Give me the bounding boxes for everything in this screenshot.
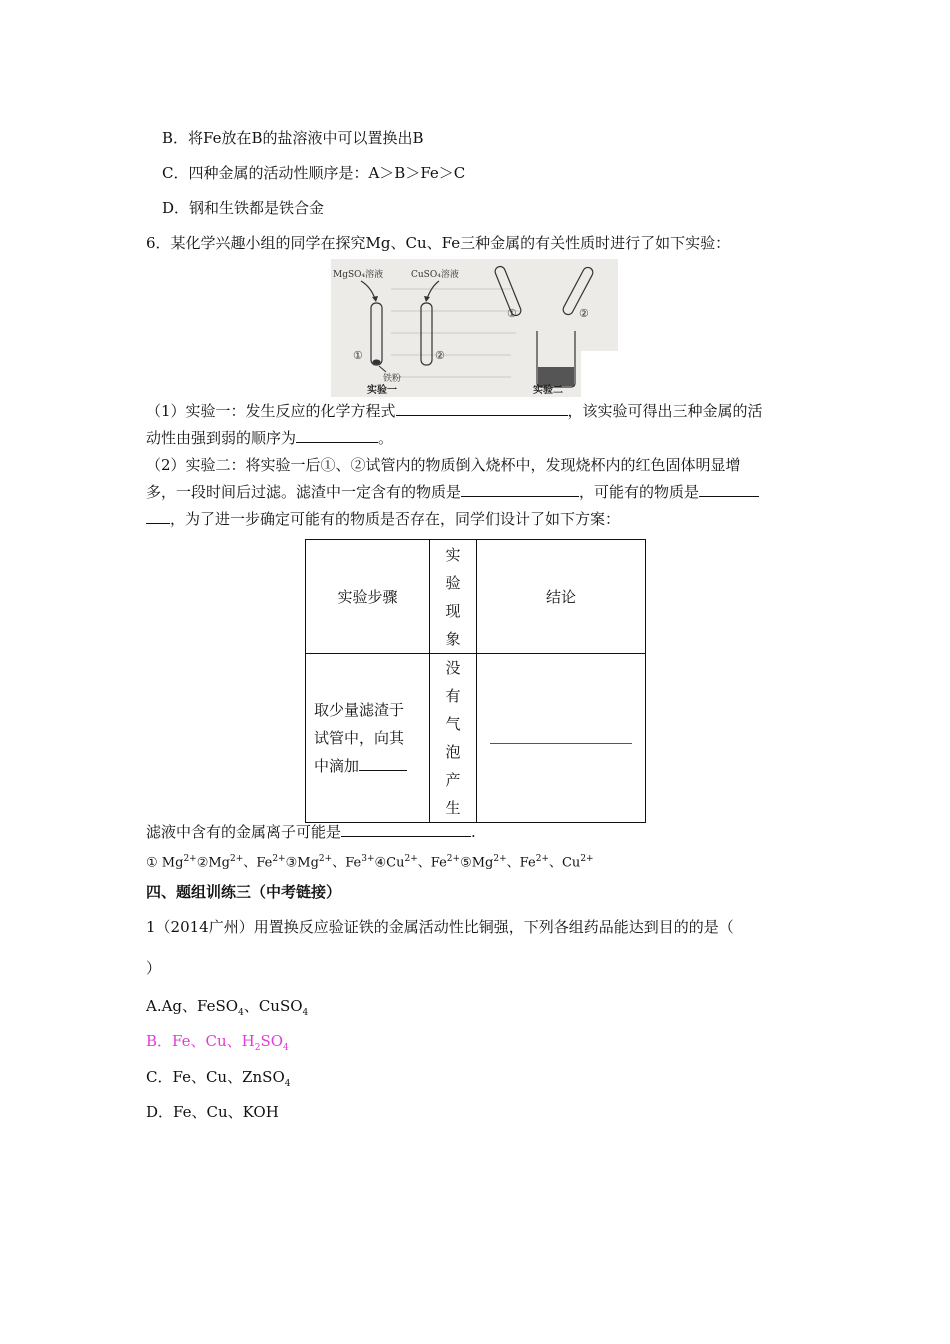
phenomenon-char: 产 [445, 771, 461, 789]
part2-text-c: ，可能有的物质是 [579, 483, 700, 501]
ion-symbol: Mg [297, 855, 319, 871]
part1-text-b: ，该实验可得出三种金属的活 [567, 402, 763, 420]
part2-line1: （2）实验二：将实验一后①、②试管内的物质倒入烧杯中，发现烧杯内的红色固体明显增 [146, 456, 741, 474]
ion-symbol: Cu [561, 855, 581, 871]
phenomenon-cell [430, 654, 477, 823]
header-phenomenon-char: 验 [445, 573, 461, 592]
step-line-1: 取少量滤渣于 [314, 701, 405, 719]
conclusion-cell [477, 654, 646, 823]
ion-charge: 2+ [493, 854, 507, 864]
experiment-2-label: 实验二 [533, 385, 563, 396]
ion-symbol: Fe [256, 855, 273, 871]
subscript: 4 [238, 1008, 244, 1018]
subscript: 2 [254, 1043, 261, 1053]
circle-1-exp2: ① [507, 307, 517, 320]
ion-choices [146, 849, 594, 873]
option-a-text-2: 、CuSO [243, 997, 303, 1015]
option-b-text: B．Fe、Cu、H [146, 1032, 255, 1050]
header-step: 实验步骤 [306, 540, 430, 654]
q1-paren-close: ） [146, 959, 162, 977]
step-line-3 [314, 752, 429, 780]
separator: 、 [243, 855, 257, 871]
ion-charge: 2+ [404, 854, 418, 864]
subscript: 4 [283, 1043, 289, 1053]
filtrate-period: . [471, 823, 476, 841]
iron-powder-label: 铁粉 [383, 374, 402, 384]
ion-symbol: Mg [208, 855, 231, 871]
ion-charge: 2+ [183, 854, 197, 864]
ion-charge: 2+ [318, 854, 333, 864]
experiment-figure [331, 259, 618, 397]
cuso4-label: CuSO₄溶液 [411, 270, 459, 280]
separator: 、 [417, 855, 431, 871]
conclusion-blank[interactable] [490, 729, 632, 744]
part1-line1 [146, 401, 763, 421]
section-title: 四、题组训练三（中考链接） [146, 883, 342, 901]
ion-symbol: Mg [161, 855, 184, 871]
separator: 、 [548, 855, 562, 871]
choice-3-marker: ③ [285, 855, 298, 871]
pour-tube-2 [561, 266, 594, 317]
part1-text-c: 动性由强到弱的顺序为 [146, 429, 297, 447]
part1-text-d: 。 [378, 429, 394, 447]
q1-option-b [146, 1031, 289, 1058]
mgso4-label: MgSO₄溶液 [333, 270, 384, 280]
part2-line2 [146, 482, 759, 502]
order-blank[interactable] [296, 428, 378, 443]
experiment-1-label: 实验一 [367, 385, 397, 396]
experiment-table [305, 539, 646, 823]
ion-charge: 2+ [535, 854, 549, 864]
subscript: 4 [284, 1079, 291, 1089]
choice-5-marker: ⑤ [460, 855, 472, 871]
ion-symbol: Cu [386, 855, 405, 871]
q1-option-d: D．Fe、Cu、KOH [146, 1103, 279, 1121]
phenomenon-char: 生 [445, 799, 461, 817]
test-tube-2 [421, 303, 432, 365]
step-line-2: 试管中，向其 [314, 729, 405, 747]
choice-4-marker: ④ [374, 855, 387, 871]
option-c-text: C．Fe、Cu、ZnSO [146, 1068, 285, 1086]
table-row [306, 654, 646, 823]
option-b: B．将Fe放在B的盐溶液中可以置换出B [162, 129, 424, 147]
q1-stem: 1（2014广州）用置换反应验证铁的金属活动性比铜强，下列各组药品能达到目的的是（ [146, 918, 734, 936]
step-line-3-text: 中滴加 [314, 757, 360, 775]
option-a-text: A.Ag、FeSO [146, 997, 239, 1015]
test-tube-1 [371, 303, 382, 365]
phenomenon-char: 气 [445, 715, 461, 733]
option-c: C．四种金属的活动性顺序是：A＞B＞Fe＞C [162, 164, 466, 182]
part2-text-d: ，为了进一步确定可能有的物质是否存在，同学们设计了如下方案： [170, 510, 621, 528]
choice-2-marker: ② [196, 855, 209, 871]
step-cell [306, 654, 430, 823]
part2-line3 [146, 509, 620, 529]
q1-option-c [146, 1067, 290, 1094]
experiment-diagram [331, 259, 618, 397]
circle-1-label: ① [353, 349, 363, 362]
part2-text-b: 多，一段时间后过滤。滤渣中一定含有的物质是 [146, 483, 462, 501]
filtrate-blank[interactable] [341, 822, 471, 837]
ion-charge: 2+ [230, 854, 244, 864]
header-conclusion: 结论 [477, 540, 646, 654]
ion-charge: 3+ [361, 854, 375, 864]
option-b-text-2: SO [260, 1032, 284, 1050]
separator: 、 [332, 855, 346, 871]
separator: 、 [506, 855, 520, 871]
q6-stem: 6．某化学兴趣小组的同学在探究Mg、Cu、Fe三种金属的有关性质时进行了如下实验： [146, 234, 731, 252]
phenomenon-char: 有 [445, 687, 461, 705]
ion-symbol: Mg [471, 855, 494, 871]
circle-2-label: ② [435, 349, 445, 362]
header-phenomenon-char: 象 [445, 629, 461, 648]
ion-charge: 2+ [580, 854, 594, 864]
equation-blank[interactable] [396, 401, 568, 416]
reagent-blank[interactable] [359, 756, 407, 771]
ion-symbol: Fe [345, 855, 362, 871]
residue-possible-blank[interactable] [699, 482, 759, 497]
phenomenon-char: 没 [445, 659, 461, 677]
residue-possible-blank-cont[interactable] [146, 509, 170, 524]
part1-line2 [146, 428, 393, 448]
header-phenomenon-char: 现 [445, 601, 461, 620]
table-header-row [306, 540, 646, 654]
header-phenomenon-char: 实 [445, 545, 461, 564]
header-phenomenon [430, 540, 477, 654]
ion-charge: 2+ [446, 854, 461, 864]
filtrate-line [146, 822, 476, 842]
q1-option-a [146, 996, 308, 1023]
ion-symbol: Fe [519, 855, 536, 871]
residue-certain-blank[interactable] [461, 482, 579, 497]
subscript: 4 [302, 1008, 309, 1018]
choice-1-marker: ① [146, 855, 158, 871]
option-d: D．钢和生铁都是铁合金 [162, 199, 325, 217]
circle-2-exp2: ② [579, 307, 589, 320]
ion-charge: 2+ [272, 854, 286, 864]
phenomenon-char: 泡 [445, 743, 461, 761]
filtrate-text: 滤液中含有的金属离子可能是 [146, 823, 342, 841]
part1-text-a: （1）实验一：发生反应的化学方程式 [146, 402, 396, 420]
ion-symbol: Fe [430, 855, 447, 871]
